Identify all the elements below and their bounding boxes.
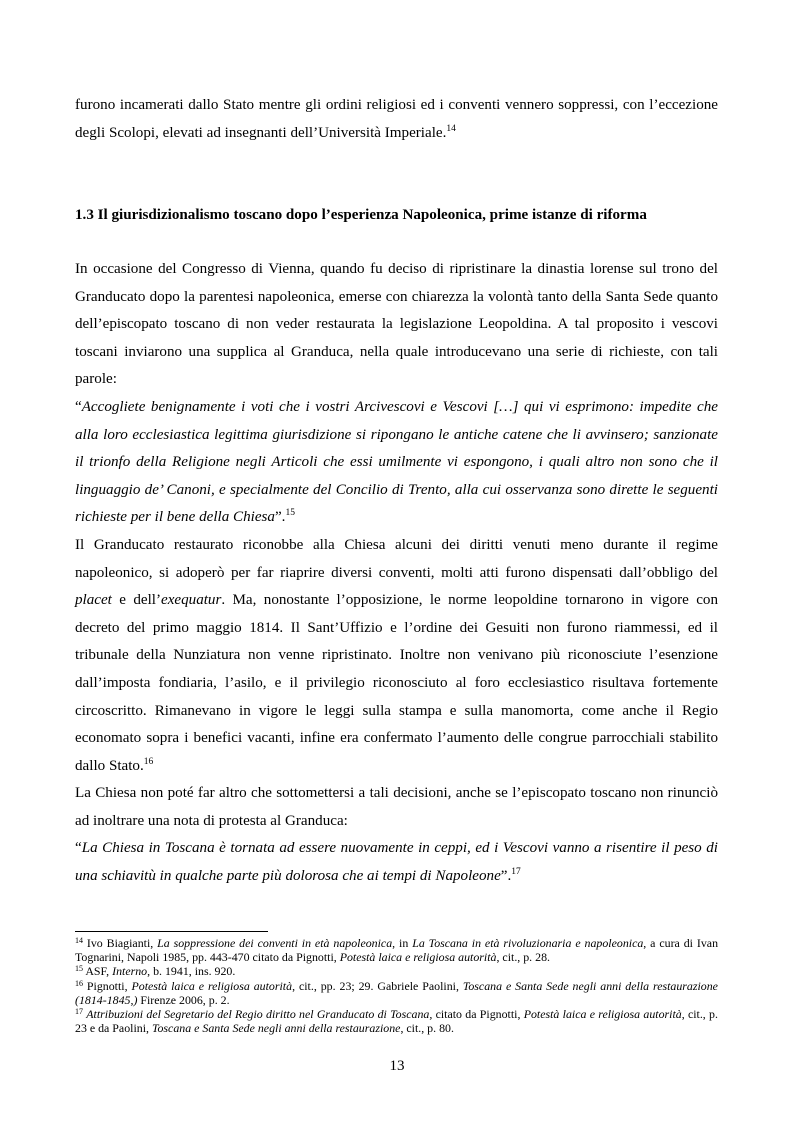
footnote-text: , cit., p. 28. [496, 950, 550, 965]
intro-paragraph [75, 92, 718, 147]
footnote-text: Firenze 2006, p. 2. [137, 992, 230, 1007]
footnote-number: 16 [75, 978, 83, 988]
footnote-title: Potestà laica e religiosa autorità [339, 950, 497, 965]
footnote-text: ASF, [83, 964, 113, 979]
footnote-ref-15[interactable]: 15 [285, 508, 295, 519]
footnote-title: Toscana e Santa Sede negli anni della restaurazione (1814-1845,) [75, 978, 718, 1007]
paragraph-protest: La Chiesa non poté far altro che sottomettersi a tali decisioni, anche se l’episcopato toscano non rinunciò ad inoltrare una nota di protesta al Granduca: [75, 785, 718, 829]
footnote-text: Ivo Biagianti, [83, 936, 158, 950]
footnote-separator [75, 931, 268, 932]
footnote-title: La soppressione dei conventi in età napoleonica [157, 936, 393, 950]
body-text [75, 256, 718, 891]
footnote-title: Interno [112, 964, 148, 979]
footnote-title: La Toscana in età rivoluzionaria e napoleonica [412, 936, 644, 950]
quote-protest-text: La Chiesa in Toscana è tornata ad essere nuovamente in ceppi, ed i Vescovi vanno a risentire il peso di una schiavitù in qualche parte più dolorosa che ai tempi di Napoleone [75, 840, 718, 885]
footnote-text: , a cura di Ivan Tognarini, Napoli 1985, pp. 443-470 citato da Pignotti, [75, 936, 719, 965]
quote-close-mark: ”. [274, 509, 286, 526]
quote-open-mark: “ [75, 398, 82, 415]
footnote-number: 14 [75, 936, 83, 945]
footnote-17 [75, 1007, 718, 1035]
quote-protest [75, 835, 718, 890]
quote-open-mark: “ [75, 840, 82, 857]
footnote-text: , cit., p. 23 e da Paolini, [75, 1007, 718, 1036]
footnote-title: Potestà laica e religiosa autorità [131, 978, 293, 993]
term-exequatur: exequatur [161, 592, 222, 609]
quote-close-mark: ”. [500, 868, 512, 885]
footnote-number: 17 [75, 1007, 83, 1017]
footnote-text: , cit., p. 80. [400, 1021, 454, 1036]
footnote-text: , in [392, 936, 413, 950]
intro-text: furono incamerati dallo Stato mentre gli ordini religiosi ed i conventi vennero soppressi, con l’eccezione degli Scolopi, elevati ad insegnanti dell’Università Imperiale. [75, 97, 718, 141]
footnote-16 [75, 979, 718, 1007]
footnote-14 [75, 936, 718, 964]
quote-bishops-text: Accogliete benignamente i voti che i vostri Arcivescovi e Vescovi […] qui vi esprimono: impedite che alla loro ecclesiastica legittima giurisdizione si ripongano le antiche catene che li avvinsero; sanzionate il trionfo della Religione negli Articoli che essi umilmente vi espongono, i quali altro non sono che il linguaggio de’ Canoni, e specialmente del Concilio di Trento, alla cui osservanza sono dirette le seguenti richieste per il bene della Chiesa [75, 398, 718, 526]
footnote-ref-17[interactable]: 17 [511, 867, 521, 878]
footnote-text: , cit., pp. 23; 29. Gabriele Paolini, [292, 978, 463, 993]
paragraph-restoration [75, 532, 718, 780]
footnote-text: , b. 1941, ins. 920. [147, 964, 236, 979]
section-heading: 1.3 Il giurisdizionalismo toscano dopo l’esperienza Napoleonica, prime istanze di riforma [75, 207, 647, 223]
footnote-text: Pignotti, [83, 978, 132, 993]
restoration-text-1: Il Granducato restaurato riconobbe alla Chiesa alcuni dei diritti venuti meno durante il regime napoleonico, si adoperò per far riaprire diversi conventi, molti atti furono dispensati dall’obbligo del [75, 536, 718, 581]
footnote-ref-16[interactable]: 16 [143, 756, 154, 767]
term-placet: placet [75, 592, 112, 609]
footnote-title: Potestà laica e religiosa autorità [523, 1007, 682, 1022]
restoration-text-3: . Ma, nonostante l’opposizione, le norme leopoldine tornarono in vigore con decreto del primo maggio 1814. Il Sant’Uffizio e l’ordine dei Gesuiti non furono riammessi, ed il tribunale della Nunziatura non venne ripristinato. Inoltre non venivano più riconosciute l’esenzione dall’imposta fondiaria, l’asilo, e il privilegio riconosciuto al foro ecclesiastico risultava fortemente circoscritto. Rimanevano in vigore le leggi sulla stampa e sulla manomorta, come anche il Regio economato sopra i benefici vacanti, infine era confermato l’aumento delle congrue parrocchiali stabilito dallo Stato. [75, 592, 719, 774]
footnote-ref-14[interactable]: 14 [446, 123, 456, 134]
footnote-text: citato da Pignotti, [432, 1007, 524, 1022]
paragraph-congress: In occasione del Congresso di Vienna, quando fu deciso di ripristinare la dinastia lorense sul trono del Granducato dopo la parentesi napoleonica, emerse con chiarezza la volontà tanto della Santa Sede quanto dell’episcopato toscano di non veder restaurata la legislazione Leopoldina. A tal proposito i vescovi toscani inviarono una supplica al Granduca, nella quale introducevano una serie di richieste, con tali parole: [75, 261, 718, 388]
footnote-title: Attribuzioni del Segretario del Regio diritto nel Granducato di Toscana, [86, 1007, 433, 1022]
quote-bishops [75, 394, 718, 532]
footnote-number: 15 [75, 964, 83, 974]
page-number: 13 [389, 1058, 405, 1074]
footnote-15 [75, 964, 718, 978]
footnotes [75, 936, 718, 1035]
restoration-text-2: e dell’ [111, 592, 161, 609]
footnote-title: Toscana e Santa Sede negli anni della restaurazione [151, 1021, 401, 1036]
